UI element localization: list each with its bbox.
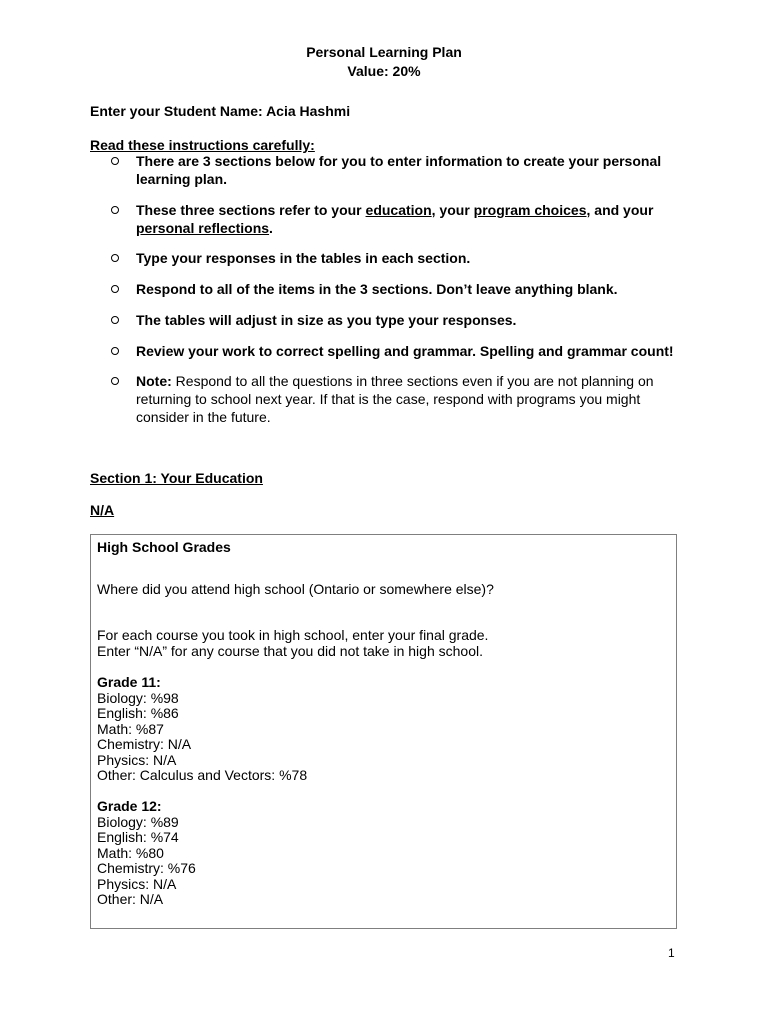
- high-school-question: Where did you attend high school (Ontario or somewhere else)?: [97, 581, 494, 597]
- section-1-na: N/A: [90, 502, 115, 518]
- grade-11-heading: Grade 11:: [97, 674, 161, 690]
- document-value: Value: 20%: [347, 63, 421, 79]
- grade-12-row[interactable]: Physics: N/A: [97, 875, 177, 892]
- grade-12-row[interactable]: Chemistry: %76: [97, 860, 196, 876]
- instruction-item: There are 3 sections below for you to enter information to create your personal learning plan.: [90, 152, 690, 188]
- hollow-bullet-icon: [111, 206, 119, 214]
- grade-11-row[interactable]: Physics: N/A: [97, 751, 177, 768]
- education-link: education: [365, 202, 432, 218]
- high-school-grades-table[interactable]: [90, 534, 677, 929]
- instructions-list: [90, 152, 690, 426]
- page-number: 1: [668, 946, 675, 960]
- grade-12-row[interactable]: Math: %80: [97, 844, 164, 861]
- instructions-heading: Read these instructions carefully:: [90, 137, 315, 153]
- grade-12-row[interactable]: Other: N/A: [97, 891, 164, 907]
- instruction-note: Note: Respond to all the questions in three sections even if you are not planning on returning to school next year. If that is the case, respond with programs you might consider in the future.: [90, 372, 690, 426]
- student-name-value[interactable]: Acia Hashmi: [266, 103, 351, 119]
- document-title: Personal Learning Plan: [306, 44, 462, 60]
- program-choices-link: program choices: [473, 202, 587, 218]
- hollow-bullet-icon: [111, 347, 119, 355]
- grade-11-row[interactable]: English: %86: [97, 705, 179, 721]
- grades-instruction: For each course you took in high school, enter your final grade.: [97, 627, 489, 643]
- hollow-bullet-icon: [111, 377, 119, 385]
- instruction-item: Review your work to correct spelling and grammar. Spelling and grammar count!: [90, 342, 690, 360]
- section-1-heading: Section 1: Your Education: [90, 470, 263, 486]
- grade-11-row[interactable]: Chemistry: N/A: [97, 736, 192, 752]
- instruction-item: Respond to all of the items in the 3 sections. Don’t leave anything blank.: [90, 280, 690, 298]
- hollow-bullet-icon: [111, 285, 119, 293]
- grade-11-row[interactable]: Math: %87: [97, 720, 164, 737]
- grade-11-row[interactable]: Biology: %98: [97, 689, 179, 706]
- grade-12-heading: Grade 12:: [97, 798, 162, 814]
- student-name-line: [90, 103, 350, 119]
- table-title: High School Grades: [97, 539, 231, 555]
- grade-11-row[interactable]: Other: Calculus and Vectors: %78: [97, 767, 308, 783]
- grades-instruction: Enter “N/A” for any course that you did not take in high school.: [97, 643, 483, 659]
- personal-reflections-link: personal reflections: [136, 220, 270, 236]
- hollow-bullet-icon: [111, 157, 119, 165]
- student-name-label: Enter your Student Name:: [90, 103, 267, 119]
- instruction-item: These three sections refer to your education, your program choices, and your personal reflections.: [90, 201, 690, 237]
- hollow-bullet-icon: [111, 316, 119, 324]
- grade-12-row[interactable]: Biology: %89: [97, 813, 179, 830]
- hollow-bullet-icon: [111, 254, 119, 262]
- instruction-item: Type your responses in the tables in each section.: [90, 249, 690, 267]
- instruction-item: The tables will adjust in size as you type your responses.: [90, 311, 690, 329]
- grade-12-row[interactable]: English: %74: [97, 829, 179, 845]
